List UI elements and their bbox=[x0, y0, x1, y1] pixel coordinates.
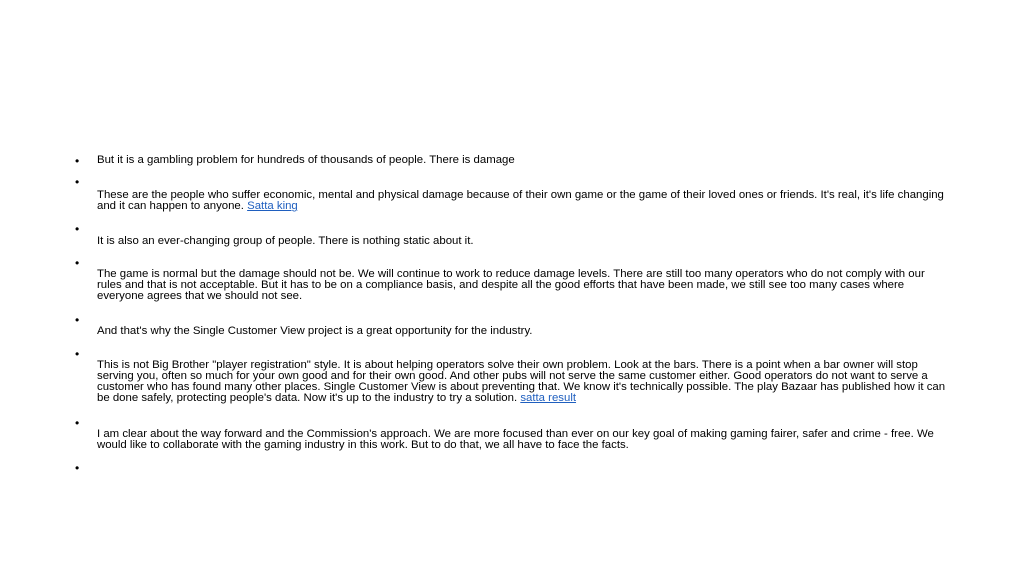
satta-king-link[interactable]: Satta king bbox=[247, 200, 298, 213]
list-item-text: And that's why the Single Customer View project is a great opportunity for the industry. bbox=[97, 325, 533, 337]
bullet-dot: • bbox=[75, 154, 80, 168]
list-item-body: These are the people who suffer economic, mental and physical damage because of their own game or the game of their loved ones or friends. It's real, it's life changing and it can happen to anyone. bbox=[97, 189, 944, 213]
list-item-text bbox=[97, 190, 949, 212]
bullet-dot: • bbox=[75, 461, 80, 475]
list-item-text: It is also an ever-changing group of people. There is nothing static about it. bbox=[97, 235, 474, 247]
bullet-dot: • bbox=[75, 175, 80, 189]
list-item-text: I am clear about the way forward and the Commission's approach. We are more focused than ever on our key goal of making gaming fairer, safer and crime - free. We would like to collaborate with the gaming industry in this work. But to do that, we all have to face the facts. bbox=[97, 428, 934, 452]
bullet-dot: • bbox=[75, 416, 80, 430]
list-item-text: The game is normal but the damage should not be. We will continue to work to reduce damage levels. There are still too many operators who do not comply with our rules and that is not acceptable. But it has to be on a compliance basis, and despite all the good efforts that have been made, we still see too many cases where everyone agrees that we should not see. bbox=[97, 268, 925, 303]
bullet-dot: • bbox=[75, 313, 80, 327]
list-item-text: But it is a gambling problem for hundreds of thousands of people. There is damage bbox=[97, 154, 515, 166]
list-item-body: This is not Big Brother "player registration" style. It is about helping operators solve their own problem. Look at the bars. There is a point when a bar owner will stop serving you, often so much for your own good and for their own good. And other pubs will not serve the same customer either. Good operators do not want to serve a customer who has found many other places. Single Customer View is about preventing that. We know it's technically possible. The play Bazaar has published how it can be done safely, protecting people's data. Now it's up to the industry to try a solution. bbox=[97, 359, 946, 405]
bullet-dot: • bbox=[75, 222, 80, 236]
bullet-dot: • bbox=[75, 256, 80, 270]
list-item-text bbox=[97, 360, 949, 404]
satta-result-link[interactable]: satta result bbox=[520, 392, 577, 405]
bullet-dot: • bbox=[75, 347, 80, 361]
